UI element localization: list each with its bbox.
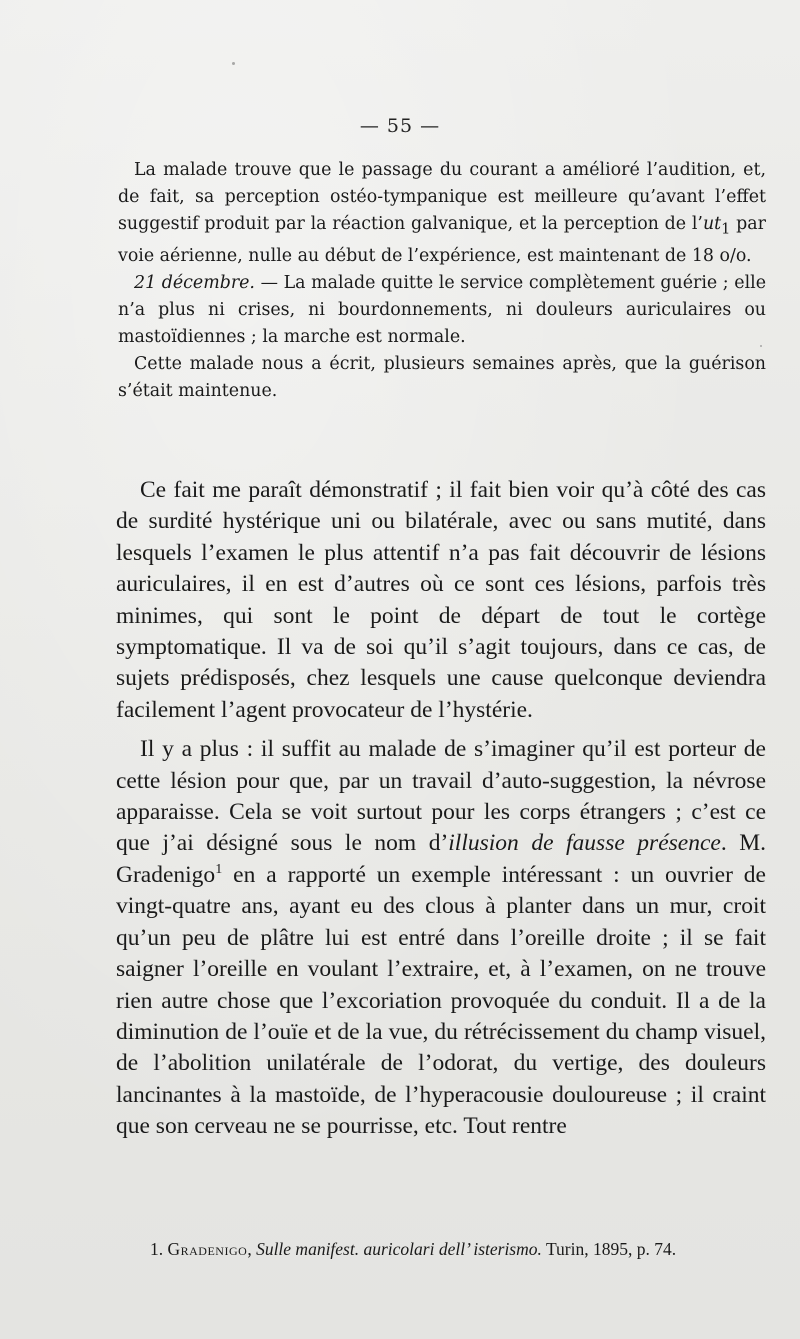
text-run: . M. Gradenigo <box>116 830 766 888</box>
footnote-marker: 1 <box>215 861 223 878</box>
text-run: La malade trouve que le passage du courant a amélioré l’audition, et, de fait, sa perception ostéo-tympanique est meilleure qu’avant l’effet suggestif produit par la réaction galvanique, et la perception de l’ <box>118 160 766 234</box>
paragraph <box>118 157 766 270</box>
italic-term: illusion de fausse présence <box>448 830 721 857</box>
subscript: 1 <box>721 221 731 238</box>
observation-text <box>118 157 766 405</box>
paragraph <box>116 734 766 1142</box>
paragraph: Ce fait me paraît démonstratif ; il fait bien voir qu’à côté des cas de surdité hystérique uni ou bilatérale, avec ou sans mutité, dans lesquels l’examen le plus attentif n’a pas fait découvrir de lésions auriculaires, il en est d’autres où ce sont ces lésions, parfois très minimes, qui sont le point de départ de tout le cortège symptomatique. Il va de soi qu’il s’agit toujours, dans ce cas, de sujets prédisposés, chez lesquels une cause quelconque deviendra facilement l’agent provocateur de l’hystérie. <box>116 477 766 723</box>
italic-term: ut <box>702 214 722 234</box>
paragraph: Cette malade nous a écrit, plusieurs semaines après, que la guérison s’était maintenue. <box>118 354 766 402</box>
text-run: en a rapporté un exemple intéressant : un ouvrier de vingt-quatre ans, ayant eu des clous à planter dans un mur, croit qu’un peu de plâtre lui est entré dans l’oreille droite ; il se fait saigner l’oreille en voulant l’extraire, et, à l’examen, on ne trouve rien autre chose que l’excoriation provoquée du conduit. Il a de la diminution de l’ouïe et de la vue, du rétrécissement du champ visuel, de l’abolition unilatérale de l’odorat, du vertige, des douleurs lancinantes à la mastoïde, de l’hyperacousie douloureuse ; il craint que son cerveau ne se pourrisse, etc. Tout rentre <box>116 861 766 1140</box>
footnote-title: Sulle manifest. auricolari dell’ isterismo. <box>256 1239 542 1259</box>
paper-speck <box>232 62 235 65</box>
text-run: Turin, 1895, p. 74. <box>541 1239 677 1259</box>
paragraph <box>118 270 766 351</box>
footnote <box>150 1238 770 1260</box>
date-heading: 21 décembre. <box>134 273 255 294</box>
main-text <box>116 475 766 1143</box>
footnote-number: 1. <box>150 1239 164 1259</box>
text-run: Il y a plus : il suffit au malade de s’imaginer qu’il est porteur de cette lésion pour que, par un travail d’auto-suggestion, la névrose apparaisse. Cela se voit surtout pour les corps étrangers ; c’est ce que j’ai désigné sous le nom d’ <box>116 736 766 857</box>
text-run: par voie aérienne, nulle au début de l’expérience, est maintenant de 18 o/o. <box>118 214 766 267</box>
page-number: — 55 — <box>359 115 441 137</box>
text-run: — La malade quitte le service complètement guérie ; elle n’a plus ni crises, ni bourdonnements, ni douleurs auriculaires ou mastoïdiennes ; la marche est normale. <box>118 273 766 348</box>
footnote-author: Gradenigo <box>167 1239 248 1259</box>
text-run: , <box>247 1239 257 1259</box>
